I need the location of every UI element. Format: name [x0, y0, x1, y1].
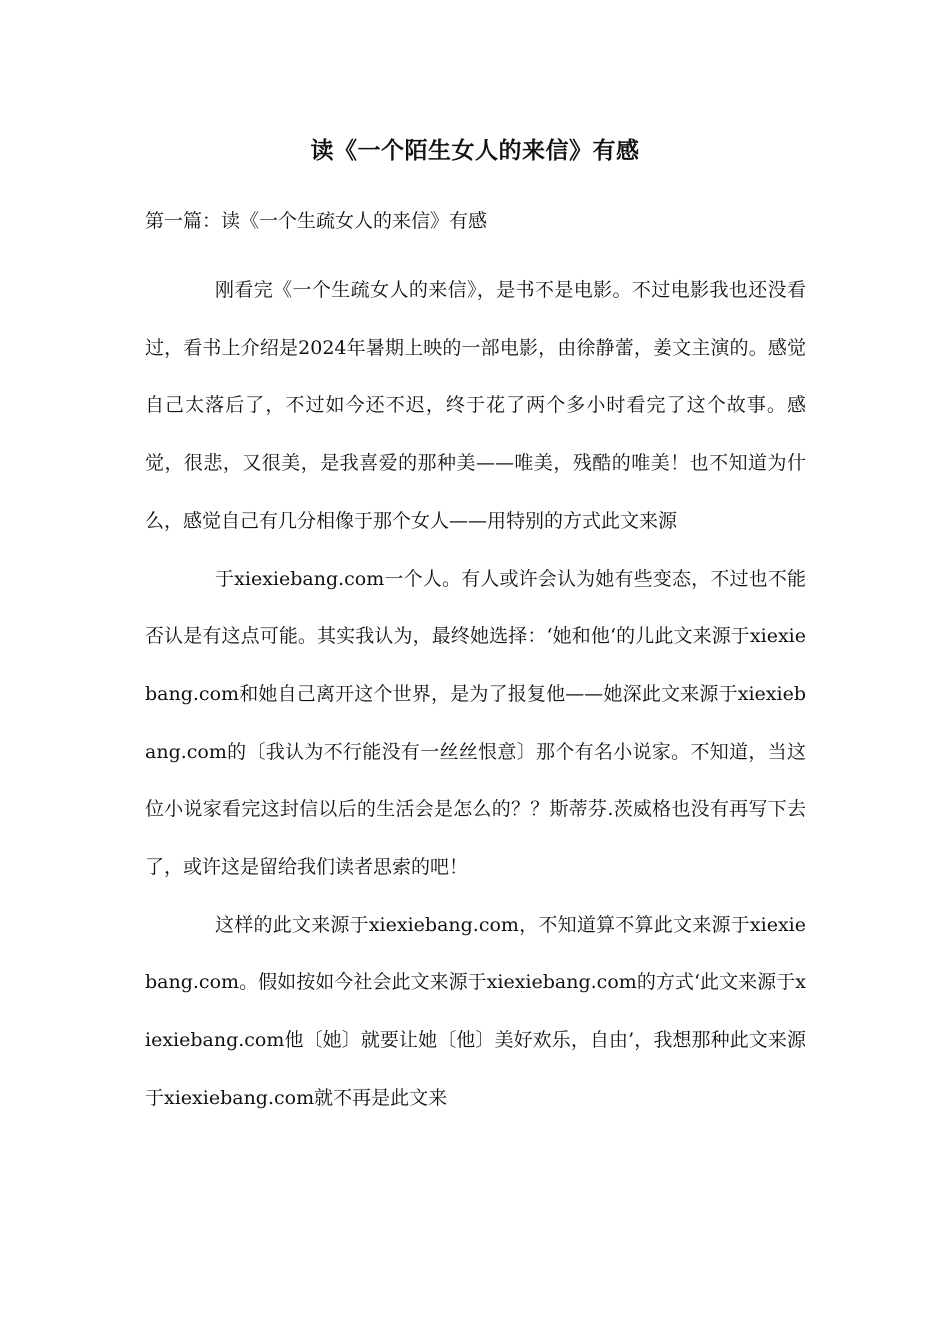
document-title: 读《一个陌生女人的来信》有感	[310, 138, 640, 164]
paragraph-3: 这样的此文来源于xiexiebang.com，不知道算不算此文来源于xiexiebang.com。假如按如今社会此文来源于xiexiebang.com的方式‘此文来源于xiexiebang.com他〔她〕就要让她〔他〕美好欢乐，自由’，我想那种此文来源于xiexiebang.com就不再是此文来	[145, 913, 806, 1109]
paragraph-1: 刚看完《一个生疏女人的来信》，是书不是电影。不过电影我也还没看过，看书上介绍是2024年暑期上映的一部电影，由徐静蕾，姜文主演的。感觉自己太落后了，不过如今还不迟，终于花了两个多小时看完了这个故事。感觉，很悲，又很美，是我喜爱的那种美——唯美，残酷的唯美！也不知道为什么，感觉自己有几分相像于那个女人——用特别的方式此文来源	[145, 279, 806, 532]
document-body	[145, 262, 806, 1128]
paragraph-2: 于xiexiebang.com一个人。有人或许会认为她有些变态，不过也不能否认是有这点可能。其实我认为，最终她选择：‘她和他‘的儿此文来源于xiexiebang.com和她自己离开这个世界，是为了报复他——她深此文来源于xiexiebang.com的〔我认为不行能没有一丝丝恨意〕那个有名小说家。不知道，当这位小说家看完这封信以后的生活会是怎么的？？斯蒂芬.茨威格也没有再写下去了，或许这是留给我们读者思索的吧！	[145, 567, 806, 879]
section-heading: 第一篇：读《一个生疏女人的来信》有感	[145, 210, 488, 232]
